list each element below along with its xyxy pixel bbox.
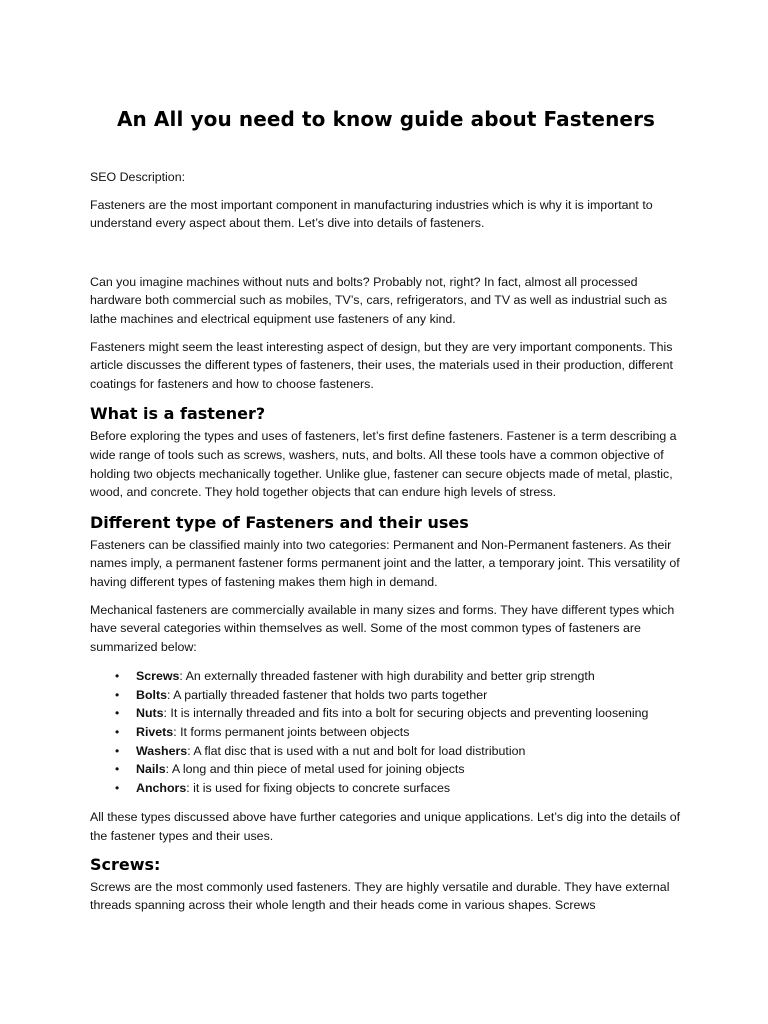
bullet-icon: • (115, 669, 120, 684)
screws-paragraph: Screws are the most commonly used fasteners. They are highly versatile and durable. They have external threads spanning across their whole length and their heads come in various shapes. Screws (90, 879, 670, 913)
fastener-types-paragraph-1: Fasteners can be classified mainly into two categories: Permanent and Non-Permanent fasteners. As their names imply, a permanent fastener forms permanent joint and the latter, a temporary joint. This versatility of having different types of fastening makes them high in demand. (90, 537, 680, 589)
list-item (115, 742, 682, 761)
list-item-description: : It is internally threaded and fits into a bolt for securing objects and preventing loosening (163, 706, 649, 721)
intro-paragraph-1: Can you imagine machines without nuts and bolts? Probably not, right? In fact, almost all processed hardware both commercial such as mobiles, TV’s, cars, refrigerators, and TV as well as industrial such as lathe machines and electrical equipment use fasteners of any kind. (90, 274, 668, 326)
bullet-icon: • (115, 780, 120, 795)
list-item-term: Nuts (136, 706, 164, 721)
section-paragraph-what-is-fastener: Before exploring the types and uses of fasteners, let’s first define fasteners. Fastener is a term describing a wide range of tools such as screws, washers, nuts, and bolts. All these tools have a common objective of holding two objects mechanically together. Unlike glue, fastener can secure objects made of metal, plastic, wood, and concrete. They hold together objects that can endure high levels of stress. (90, 429, 677, 500)
seo-description: Fasteners are the most important component in manufacturing industries which is why it is important to understand every aspect about them. Let’s dive into details of fasteners. (90, 197, 653, 231)
list-item-term: Nails (136, 762, 166, 777)
document-title: An All you need to know guide about Fasteners (116, 107, 656, 131)
bullet-icon: • (115, 706, 120, 721)
list-item (115, 779, 682, 798)
list-item (115, 723, 682, 742)
section-heading-screws: Screws: (90, 854, 161, 874)
list-item-term: Screws (136, 669, 180, 684)
list-item-term: Bolts (136, 687, 167, 702)
bullet-icon: • (115, 762, 120, 777)
list-item-term: Rivets (136, 725, 174, 740)
bullet-icon: • (115, 743, 120, 758)
list-item-description: : A flat disc that is used with a nut and bolt for load distribution (187, 743, 526, 758)
list-item (115, 704, 682, 723)
list-item-description: : it is used for fixing objects to concrete surfaces (186, 780, 451, 795)
bullet-icon: • (115, 725, 120, 740)
fastener-types-paragraph-2: Mechanical fasteners are commercially available in many sizes and forms. They have different types which have several categories within themselves as well. Some of the most common types of fasteners are summarized below: (90, 602, 675, 654)
document-body (90, 104, 682, 915)
section-heading-fastener-types: Different type of Fasteners and their uses (90, 512, 469, 532)
section-heading-what-is-fastener: What is a fastener? (90, 404, 266, 424)
intro-paragraph-2: Fasteners might seem the least interesting aspect of design, but they are very important components. This article discusses the different types of fasteners, their uses, the materials used in their production, different coatings for fasteners and how to choose fasteners. (90, 339, 673, 391)
fastener-types-list (90, 667, 682, 797)
list-item-description: : A partially threaded fastener that holds two parts together (166, 687, 488, 702)
list-item (115, 760, 682, 779)
list-item-description: : A long and thin piece of metal used for joining objects (165, 762, 465, 777)
seo-label: SEO Description: (90, 170, 186, 184)
list-item-term: Anchors (136, 780, 187, 795)
bullet-icon: • (115, 687, 120, 702)
list-item-description: : It forms permanent joints between objects (173, 725, 410, 740)
list-item (115, 667, 682, 686)
fastener-types-closing-paragraph: All these types discussed above have further categories and unique applications. Let’s dig into the details of the fastener types and their uses. (90, 810, 681, 844)
list-item-description: : An externally threaded fastener with high durability and better grip strength (179, 669, 595, 684)
list-item-term: Washers (136, 743, 188, 758)
list-item (115, 686, 682, 705)
